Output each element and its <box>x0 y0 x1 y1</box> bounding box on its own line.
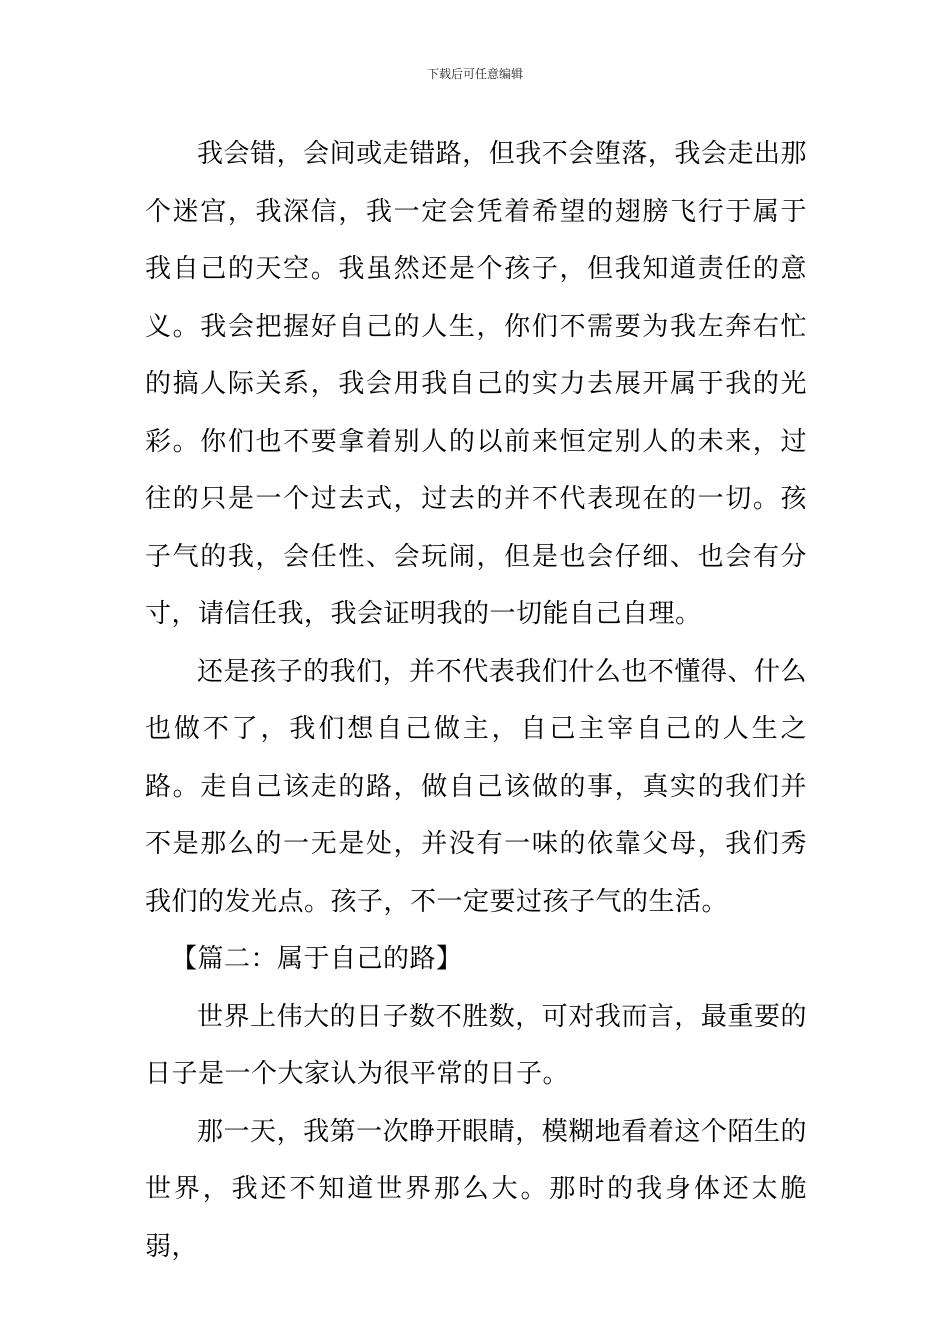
paragraph-2: 还是孩子的我们，并不代表我们什么也不懂得、什么也做不了，我们想自己做主，自己主宰自己的人生之路。走自己该走的路，做自己该做的事，真实的我们并不是那么的一无是处，并没有一味的依靠父母，我们秀我们的发光点。孩子，不一定要过孩子气的生活。 <box>145 656 807 917</box>
page-header: 下载后可任意编辑 <box>426 67 523 81</box>
section-heading: 【篇二：属于自己的路】 <box>171 944 463 974</box>
paragraph-1: 我会错，会间或走错路，但我不会堕落，我会走出那个迷宫，我深信，我一定会凭着希望的翅膀飞行于属于我自己的天空。我虽然还是个孩子，但我知道责任的意义。我会把握好自己的人生，你们不需要为我左奔右忙的搞人际关系，我会用我自己的实力去展开属于我的光彩。你们也不要拿着别人的以前来恒定别人的未来，过往的只是一个过去式，过去的并不代表现在的一切。孩子气的我，会任性、会玩闹，但是也会仔细、也会有分寸，请信任我，我会证明我的一切能自己自理。 <box>145 139 807 629</box>
paragraph-4: 那一天，我第一次睁开眼睛，模糊地看着这个陌生的世界，我还不知道世界那么大。那时的我身体还太脆弱， <box>145 1116 807 1262</box>
document-body <box>145 126 807 1276</box>
paragraph-3: 世界上伟大的日子数不胜数，可对我而言，最重要的日子是一个大家认为很平常的日子。 <box>145 1001 807 1089</box>
